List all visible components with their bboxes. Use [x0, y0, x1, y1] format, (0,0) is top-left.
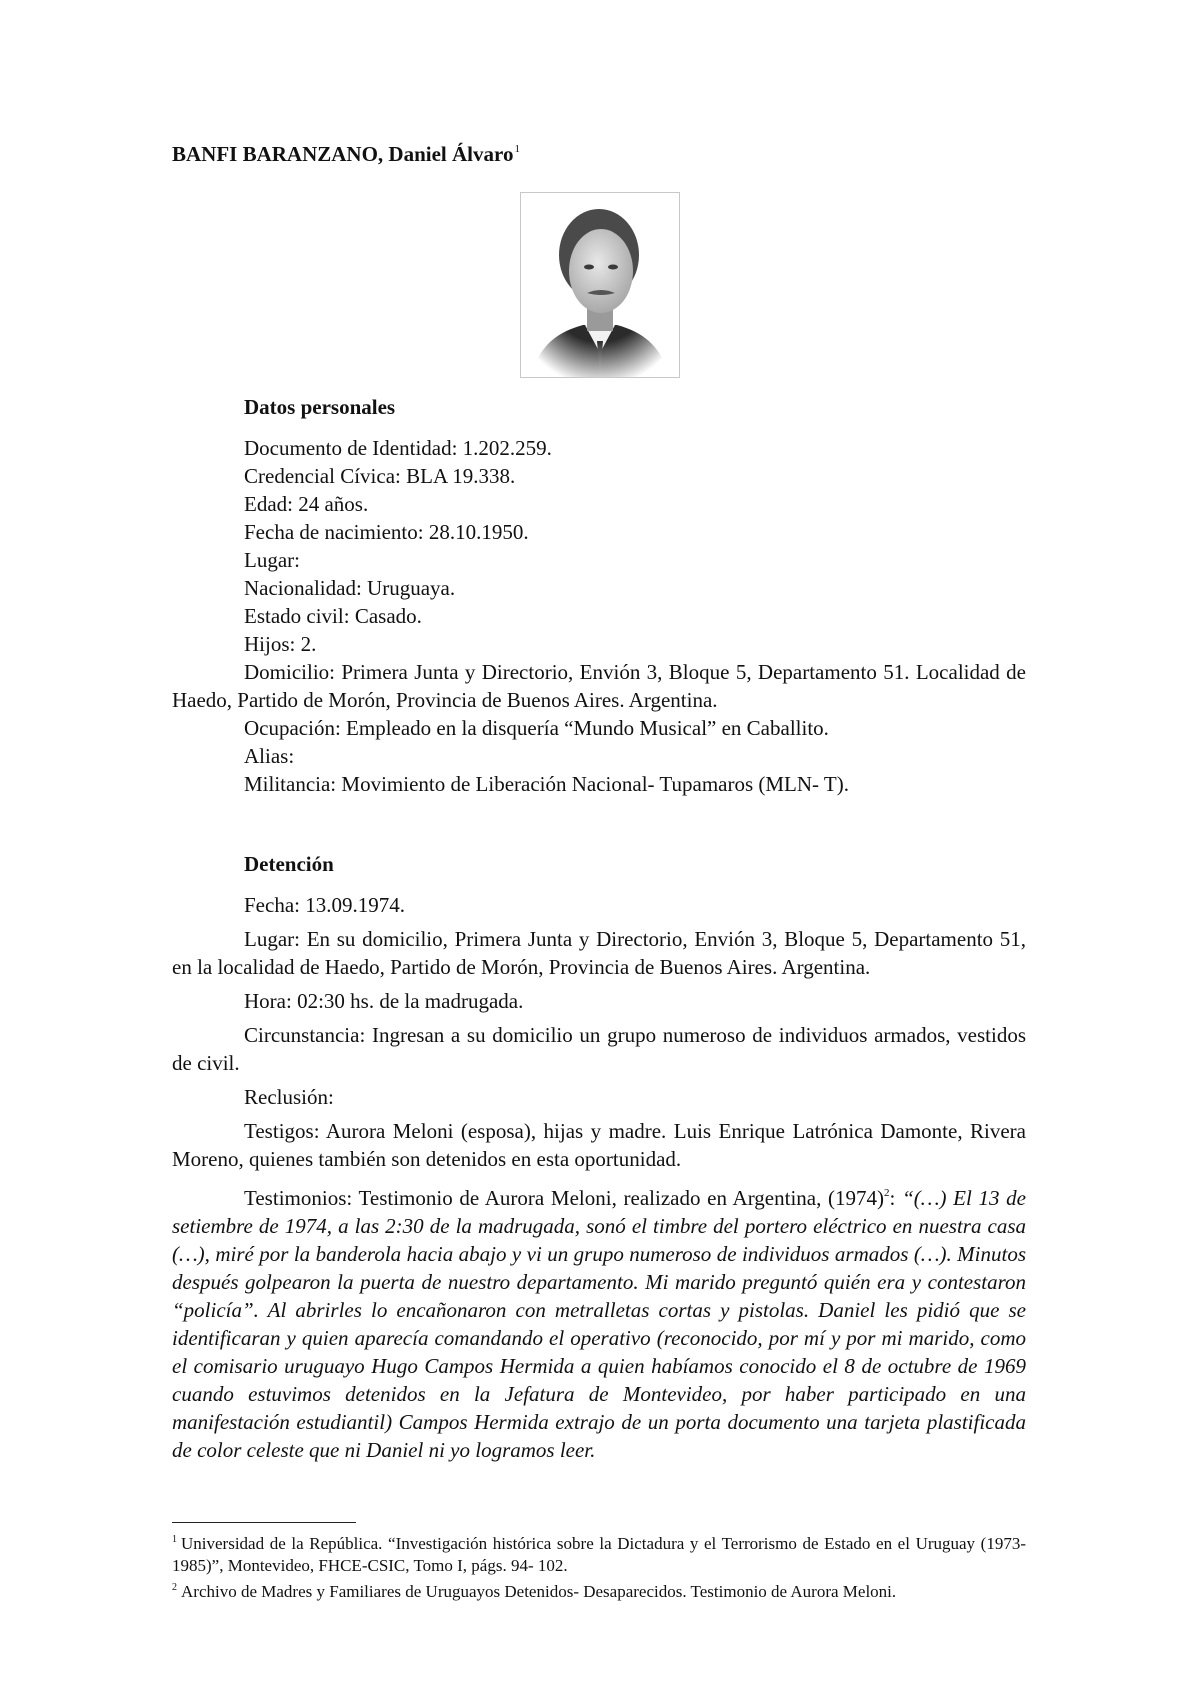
portrait-photo — [520, 192, 680, 378]
footnote-ref-2: 2 — [884, 1187, 890, 1199]
footnote-1 — [172, 1529, 1026, 1577]
testimonies-label: Testimonios: Testimonio de Aurora Meloni, realizado en Argentina, (1974) — [244, 1186, 885, 1210]
detention-time: Hora: 02:30 hs. de la madrugada. — [244, 989, 524, 1013]
page-title — [172, 142, 520, 167]
personal-data-block — [172, 434, 1026, 798]
personal-line-alias: Alias: — [244, 744, 295, 768]
detention-circumstance: Circunstancia: Ingresan a su domicilio un grupo numeroso de individuos armados, vestidos de civil. — [172, 1023, 1026, 1075]
testimonies-colon: : — [889, 1186, 896, 1210]
footnote-1-text: Universidad de la República. “Investigación histórica sobre la Dictadura y el Terrorismo de Estado en el Uruguay (1973-1985)”, Montevideo, FHCE-CSIC, Tomo I, págs. 94- 102. — [172, 1534, 1026, 1575]
footnote-1-number: 1 — [172, 1534, 177, 1545]
portrait-photo-icon — [521, 193, 679, 377]
personal-line-place: Lugar: — [244, 548, 300, 572]
section-heading-personal: Datos personales — [244, 395, 396, 419]
detention-testimonies — [172, 1179, 1026, 1464]
personal-line-children: Hijos: 2. — [244, 632, 317, 656]
personal-line-civil-status: Estado civil: Casado. — [244, 604, 422, 628]
detention-date: Fecha: 13.09.1974. — [244, 893, 405, 917]
personal-line-militancy: Militancia: Movimiento de Liberación Nacional- Tupamaros (MLN- T). — [244, 772, 849, 796]
detention-witnesses: Testigos: Aurora Meloni (esposa), hijas y madre. Luis Enrique Latrónica Damonte, Rivera Moreno, quienes también son detenidos en esta oportunidad. — [172, 1119, 1026, 1171]
footnote-2 — [172, 1577, 1026, 1603]
detention-block — [172, 891, 1026, 1464]
footnotes — [172, 1529, 1026, 1603]
personal-line-address: Domicilio: Primera Junta y Directorio, Envión 3, Bloque 5, Departamento 51. Localidad de Haedo, Partido de Morón, Provincia de Buenos Aires. Argentina. — [172, 660, 1026, 712]
personal-line-age: Edad: 24 años. — [244, 492, 369, 516]
footnote-ref-1: 1 — [514, 143, 520, 155]
footnote-2-text: Archivo de Madres y Familiares de Uruguayos Detenidos- Desaparecidos. Testimonio de Aurora Meloni. — [181, 1582, 897, 1601]
detention-reclusion: Reclusión: — [244, 1085, 334, 1109]
testimony-quote: “(…) El 13 de setiembre de 1974, a las 2:30 de la madrugada, sonó el timbre del portero eléctrico en nuestra casa (…), miré por la banderola hacia abajo y vi un grupo numeroso de individuos armados (…). Minutos después golpearon la puerta de nuestro departamento. Mi marido preguntó quién era y contestaron “policía”. Al abrirles lo encañonaron con metralletas cortas y pistolas. Daniel les pidió que se identificaran y quien aparecía comandando el operativo (reconocido, por mí y por mi marido, como el comisario uruguayo Hugo Campos Hermida a quien habíamos conocido el 8 de octubre de 1969 cuando estuvimos detenidos en la Jefatura de Montevideo, por haber participado en una manifestación estudiantil) Campos Hermida extrajo de un porta documento una tarjeta plastificada de color celeste que ni Daniel ni yo logramos leer. — [172, 1186, 1026, 1462]
section-heading-detention: Detención — [244, 852, 334, 876]
footnote-separator — [172, 1522, 356, 1523]
footnote-2-number: 2 — [172, 1582, 177, 1593]
personal-line-nationality: Nacionalidad: Uruguaya. — [244, 576, 456, 600]
personal-line-occupation: Ocupación: Empleado en la disquería “Mundo Musical” en Caballito. — [244, 716, 829, 740]
personal-line-document: Documento de Identidad: 1.202.259. — [244, 436, 552, 460]
detention-place: Lugar: En su domicilio, Primera Junta y Directorio, Envión 3, Bloque 5, Departamento 51, en la localidad de Haedo, Partido de Morón, Provincia de Buenos Aires. Argentina. — [172, 927, 1026, 979]
personal-line-credential: Credencial Cívica: BLA 19.338. — [244, 464, 516, 488]
personal-line-birthdate: Fecha de nacimiento: 28.10.1950. — [244, 520, 529, 544]
person-name: BANFI BARANZANO, Daniel Álvaro — [172, 142, 514, 166]
